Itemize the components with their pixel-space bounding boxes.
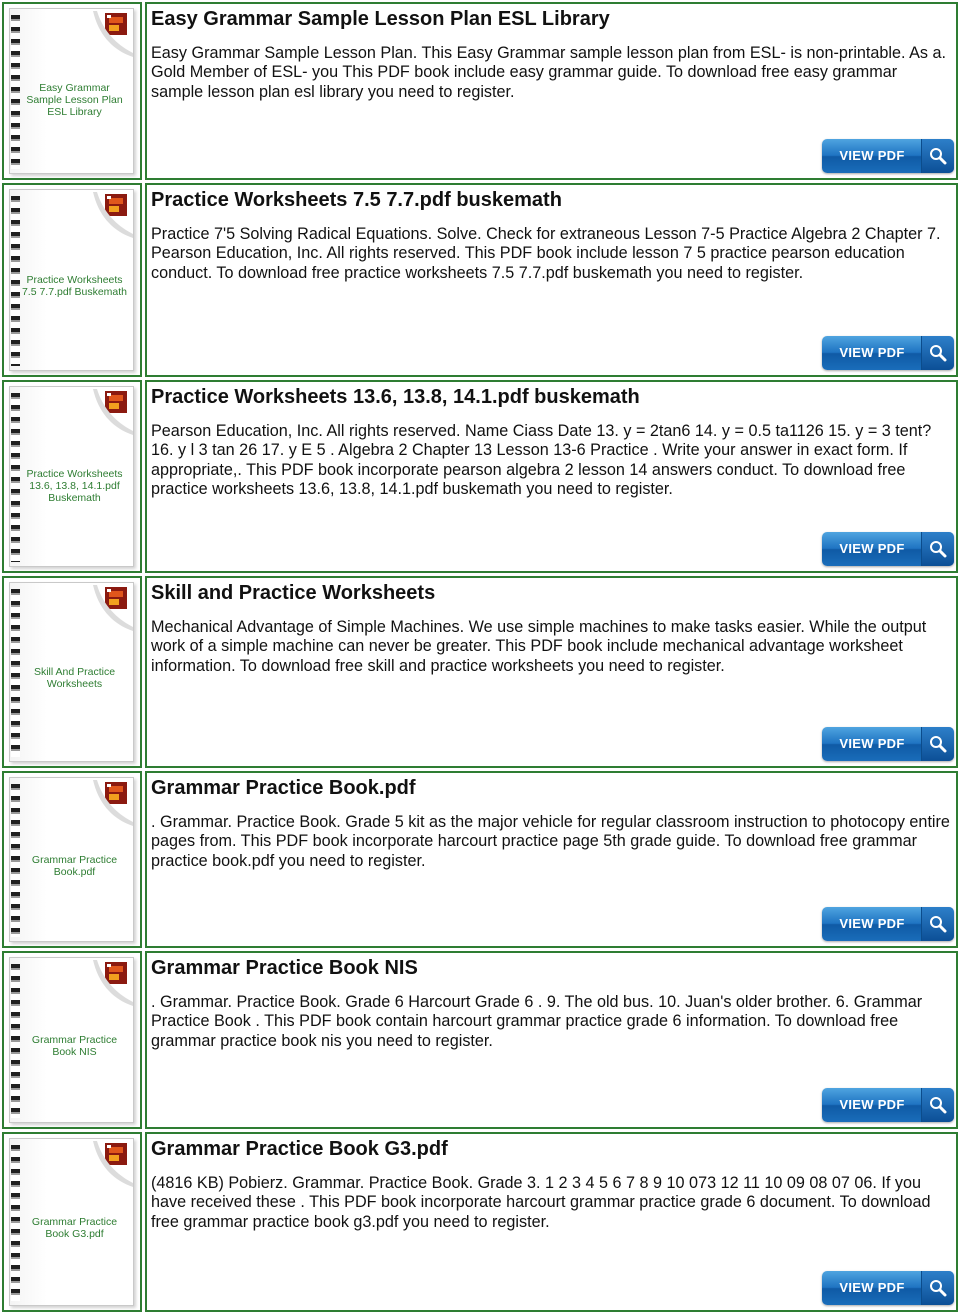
view-pdf-button[interactable]: [822, 336, 954, 370]
document-title[interactable]: Grammar Practice Book G3.pdf: [151, 1138, 448, 1160]
view-pdf-label: VIEW PDF: [839, 736, 905, 751]
document-info: [145, 771, 958, 948]
document-info: [145, 951, 958, 1129]
document-row: [2, 771, 958, 948]
document-description: Easy Grammar Sample Lesson Plan. This Easy Grammar sample lesson plan from ESL- is non-printable. As a. Gold Member of ESL- you This PDF book include easy grammar guide. To download free easy grammar sample lesson plan esl library you need to register.: [151, 44, 947, 101]
document-row: [2, 1132, 958, 1312]
book-cover: [9, 1138, 134, 1306]
document-row: [2, 2, 958, 180]
view-pdf-button[interactable]: [822, 727, 954, 761]
cover-title: Practice Worksheets 13.6, 13.8, 14.1.pdf Buskemath: [26, 467, 123, 504]
page-curl-icon: [91, 387, 133, 435]
cover-title: Grammar Practice Book.pdf: [31, 853, 118, 878]
spiral-binding: [11, 784, 20, 937]
document-row: [2, 380, 958, 573]
cover-title: Skill And Practice Worksheets: [33, 666, 116, 690]
cover-title: Practice Worksheets 7.5 7.7.pdf Buskemath: [21, 274, 128, 298]
magnifier-icon: [921, 532, 954, 566]
view-pdf-button[interactable]: [822, 532, 954, 566]
document-description: Pearson Education, Inc. All rights reserved. Name Ciass Date 13. y = 2tan6 14. y = 0.5 ta1126 15. y = 3 tent? 16. y l 3 tan 26 17. y E 5 . Algebra 2 Chapter 13 Lesson 13-6 Practice . Write your answer in exact form. If appropriate,. This PDF book incorporate pearson algebra 2 lesson 14 answers conduct. To download free practice worksheets 13.6, 13.8, 14.1.pdf buskemath you need to register.: [151, 422, 932, 498]
magnifier-icon: [921, 1271, 954, 1305]
view-pdf-label: VIEW PDF: [839, 1280, 905, 1295]
document-thumbnail[interactable]: [2, 2, 142, 180]
view-pdf-button[interactable]: [822, 1271, 954, 1305]
document-title[interactable]: Grammar Practice Book NIS: [151, 957, 418, 979]
document-description: . Grammar. Practice Book. Grade 5 kit as the major vehicle for regular classroom instruction to photocopy entire pages from. This PDF book incorporate harcourt practice page 5th grade guide. To download free grammar practice book.pdf you need to register.: [151, 813, 950, 870]
book-cover: [9, 777, 134, 942]
document-thumbnail[interactable]: [2, 951, 142, 1129]
document-row: [2, 183, 958, 377]
cover-title: Easy Grammar Sample Lesson Plan ESL Library: [26, 82, 123, 118]
book-cover: [9, 582, 134, 762]
cover-title: Grammar Practice Book G3.pdf: [31, 1216, 118, 1240]
magnifier-icon: [921, 139, 954, 173]
view-pdf-label: VIEW PDF: [839, 541, 905, 556]
view-pdf-label: VIEW PDF: [839, 345, 905, 360]
book-cover: [9, 386, 134, 567]
book-cover: [9, 8, 134, 174]
document-row: [2, 576, 958, 768]
document-title[interactable]: Easy Grammar Sample Lesson Plan ESL Library: [151, 8, 610, 30]
spiral-binding: [11, 196, 20, 366]
page-curl-icon: [91, 778, 133, 826]
view-pdf-label: VIEW PDF: [839, 916, 905, 931]
document-info: [145, 2, 958, 180]
document-info: [145, 576, 958, 768]
document-thumbnail[interactable]: [2, 1132, 142, 1312]
document-title[interactable]: Practice Worksheets 7.5 7.7.pdf buskemath: [151, 189, 562, 211]
view-pdf-label: VIEW PDF: [839, 148, 905, 163]
document-title[interactable]: Practice Worksheets 13.6, 13.8, 14.1.pdf buskemath: [151, 386, 640, 408]
view-pdf-button[interactable]: [822, 1088, 954, 1122]
document-row: [2, 951, 958, 1129]
view-pdf-button[interactable]: [822, 907, 954, 941]
document-thumbnail[interactable]: [2, 380, 142, 573]
magnifier-icon: [921, 1088, 954, 1122]
document-description: Mechanical Advantage of Simple Machines. We use simple machines to make tasks easier. While the output work of a simple machine can never be greater. This PDF book include mechanical advantage worksheet information. To download free skill and practice worksheets you need to register.: [151, 618, 927, 675]
document-description: Practice 7'5 Solving Radical Equations. Solve. Check for extraneous Lesson 7-5 Practice Algebra 2 Chapter 7. Pearson Education, Inc. All rights reserved. This PDF book include lesson 7 5 practice pearson education conduct. To download free practice worksheets 7.5 7.7.pdf buskemath you need to register.: [151, 225, 941, 282]
view-pdf-label: VIEW PDF: [839, 1097, 905, 1112]
document-description: . Grammar. Practice Book. Grade 6 Harcourt Grade 6 . 9. The old bus. 10. Juan's older brother. 6. Grammar Practice Book . This PDF book contain harcourt grammar practice grade 6 information. To download free grammar practice book nis you need to register.: [151, 993, 923, 1050]
spiral-binding: [11, 393, 20, 562]
document-info: [145, 1132, 958, 1312]
magnifier-icon: [921, 336, 954, 370]
magnifier-icon: [921, 907, 954, 941]
document-info: [145, 183, 958, 377]
page-curl-icon: [91, 583, 133, 631]
document-title[interactable]: Grammar Practice Book.pdf: [151, 777, 416, 799]
document-thumbnail[interactable]: [2, 576, 142, 768]
page-curl-icon: [91, 9, 133, 57]
page-curl-icon: [91, 958, 133, 1006]
book-cover: [9, 189, 134, 371]
document-thumbnail[interactable]: [2, 771, 142, 948]
spiral-binding: [11, 1145, 20, 1301]
document-description: (4816 KB) Pobierz. Grammar. Practice Book. Grade 3. 1 2 3 4 5 6 7 8 9 10 073 12 11 10 09 08 07 06. If you have received these . This PDF book incorporate harcourt grammar practice grade 6 document. To download free grammar practice book g3.pdf you need to register.: [151, 1174, 931, 1231]
spiral-binding: [11, 15, 20, 169]
document-title[interactable]: Skill and Practice Worksheets: [151, 582, 436, 604]
document-info: [145, 380, 958, 573]
book-cover: [9, 957, 134, 1123]
page-curl-icon: [91, 190, 133, 238]
view-pdf-button[interactable]: [822, 139, 954, 173]
page-curl-icon: [91, 1139, 133, 1187]
cover-title: Grammar Practice Book NIS: [31, 1034, 118, 1058]
magnifier-icon: [921, 727, 954, 761]
spiral-binding: [11, 964, 20, 1118]
spiral-binding: [11, 589, 20, 757]
document-thumbnail[interactable]: [2, 183, 142, 377]
